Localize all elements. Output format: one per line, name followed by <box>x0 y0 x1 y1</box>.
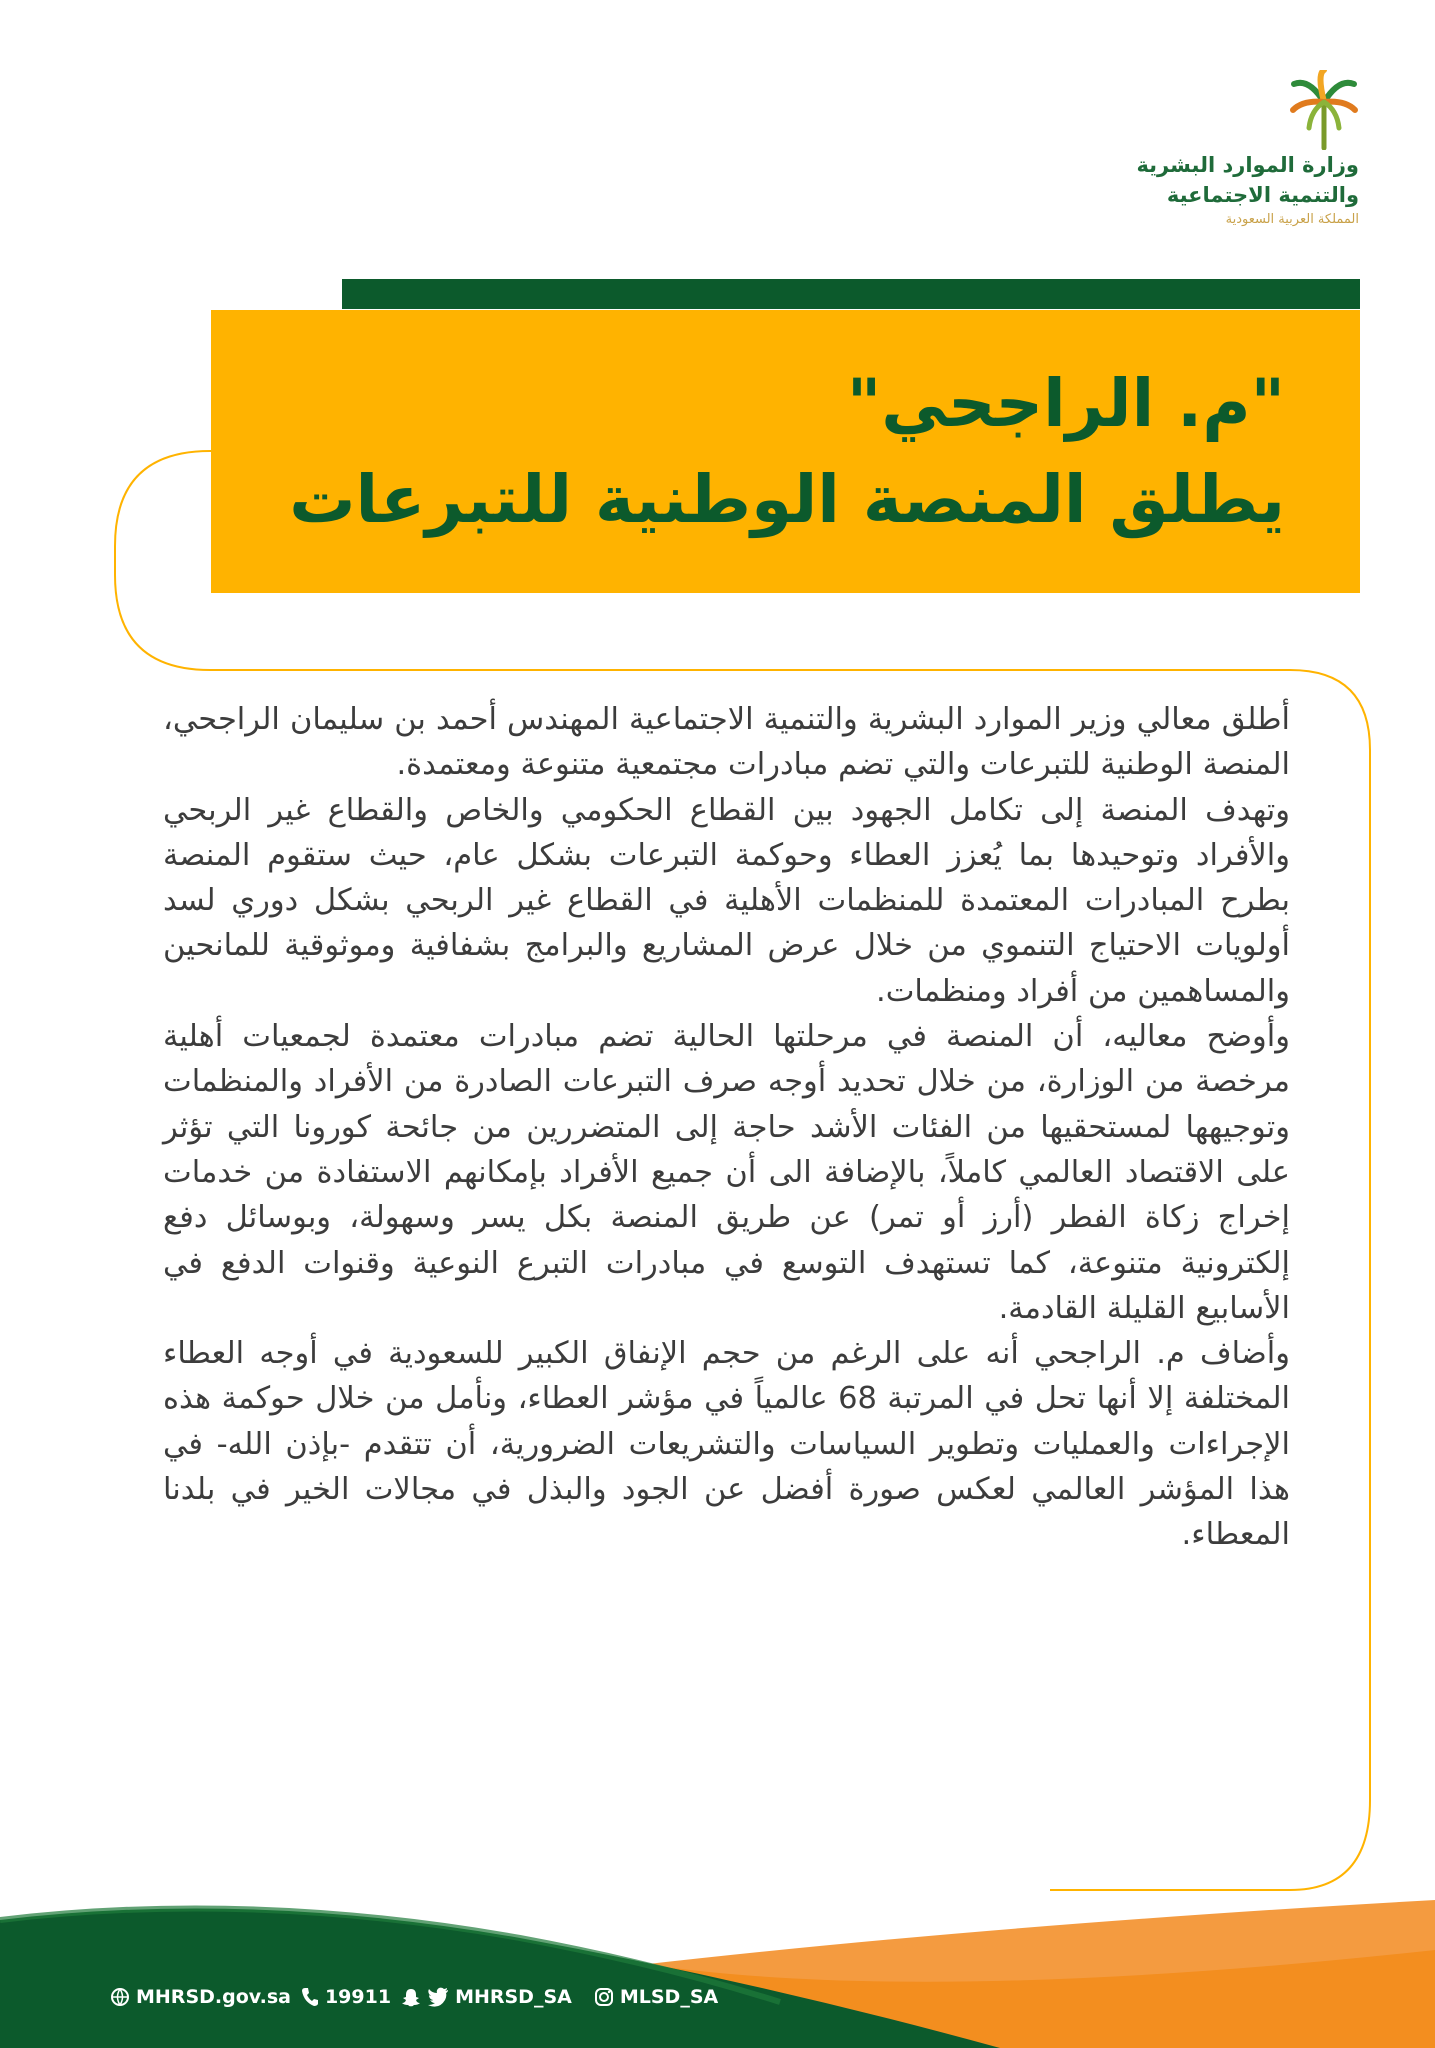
logo-ministry-name-line2: والتنمية الاجتماعية <box>1166 183 1359 207</box>
logo-country-name: المملكة العربية السعودية <box>1225 212 1359 227</box>
globe-icon <box>110 1987 130 2007</box>
phone-icon <box>301 1987 319 2007</box>
title-top-bar <box>342 279 1360 309</box>
article-paragraph-1: أطلق معالي وزير الموارد البشرية والتنمية الاجتماعية المهندس أحمد بن سليمان الراجحي، المنصة الوطنية للتبرعات والتي تضم مبادرات مجتمعية متنوعة ومعتمدة. <box>163 702 1290 783</box>
footer-website[interactable] <box>110 1986 291 2008</box>
logo-ministry-name-line1: وزارة الموارد البشرية <box>1136 153 1359 177</box>
title-line-1: "م. الراجحي" <box>846 365 1285 442</box>
footer-instagram[interactable] <box>594 1986 718 2008</box>
instagram-icon <box>594 1987 614 2007</box>
article-paragraph-2: وتهدف المنصة إلى تكامل الجهود بين القطاع الحكومي والخاص والقطاع غير الربحي والأفراد وتوحيدها بما يُعزز العطاء وحوكمة التبرعات بشكل عام، حيث ستقوم المنصة بطرح المبادرات المعتمدة للمنظمات الأهلية في القطاع غير الربحي بشكل دوري لسد أولويات الاحتياج التنموي من خلال عرض المشاريع والبرامج بشفافية وموثوقية للمانحين والمساهمين من أفراد ومنظمات. <box>163 792 1290 1009</box>
footer-phone-text: 19911 <box>324 1986 392 2008</box>
footer-phone[interactable] <box>301 1986 391 2008</box>
article-body <box>163 697 1290 1558</box>
snapchat-icon <box>401 1987 421 2007</box>
article-paragraph-3: وأوضح معاليه، أن المنصة في مرحلتها الحالية تضم مبادرات معتمدة لجمعيات أهلية مرخصة من الوزارة، من خلال تحديد أوجه صرف التبرعات الصادرة من الأفراد والمنظمات وتوجيهها لمستحقيها من الفئات الأشد حاجة إلى المتضررين من جائحة كورونا التي تؤثر على الاقتصاد العالمي كاملاً، بالإضافة الى أن جميع الأفراد بإمكانهم الاستفادة من خدمات إخراج زكاة الفطر (أرز أو تمر) عن طريق المنصة بكل يسر وسهولة، وبوسائل دفع إلكترونية متنوعة، كما تستهدف التوسع في مبادرات التبرع النوعية وقنوات الدفع في الأسابيع القليلة القادمة. <box>163 1019 1290 1326</box>
title-line-2: يطلق المنصة الوطنية للتبرعات <box>289 461 1285 538</box>
footer-wave <box>0 1890 1435 2048</box>
article-paragraph-4: وأضاف م. الراجحي أنه على الرغم من حجم الإنفاق الكبير للسعودية في أوجه العطاء المختلفة إلا أنها تحل في المرتبة 68 عالمياً في مؤشر العطاء، ونأمل من خلال حوكمة هذه الإجراءات والعمليات وتطوير السياسات والتشريعات الضرورية، أن تتقدم -بإذن الله- في هذا المؤشر العالمي لعكس صورة أفضل عن الجود والبذل في مجالات الخير في بلدنا المعطاء. <box>163 1336 1290 1553</box>
footer-contact-bar <box>110 1982 718 2012</box>
footer-instagram-text: MLSD_SA <box>619 1986 719 2008</box>
palm-tree-logo-icon <box>1289 70 1359 150</box>
footer-social[interactable] <box>401 1986 572 2008</box>
twitter-icon <box>427 1987 449 2007</box>
footer-website-text: MHRSD.gov.sa <box>136 1986 291 2008</box>
footer-social-text: MHRSD_SA <box>455 1986 572 2008</box>
title-banner <box>211 310 1360 593</box>
page-title <box>285 356 1285 548</box>
